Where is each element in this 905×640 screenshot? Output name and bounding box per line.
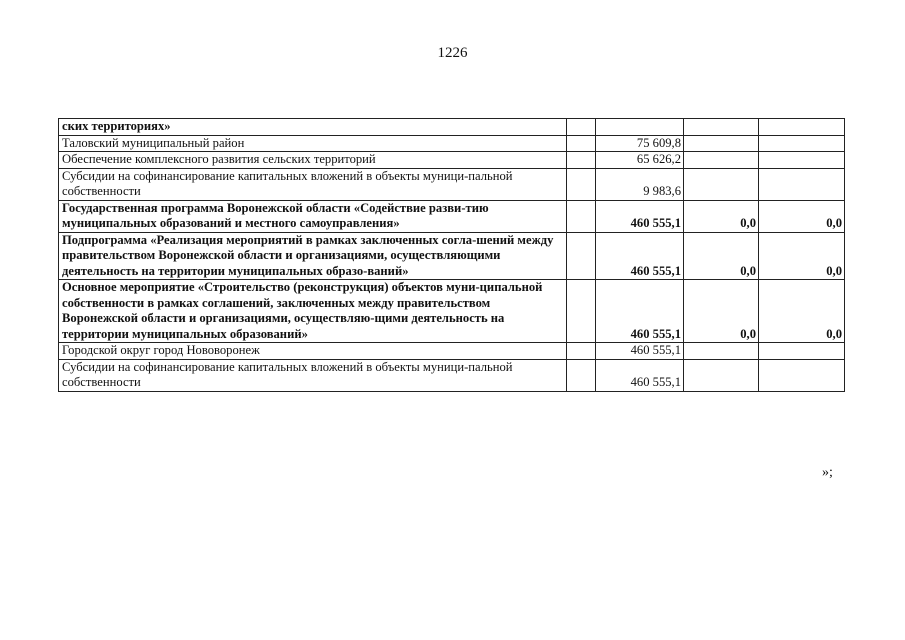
- col4-cell: 0,0: [759, 280, 845, 343]
- page-number: 1226: [437, 45, 468, 61]
- col4-cell: [759, 152, 845, 169]
- col4-cell: [759, 343, 845, 360]
- amount-cell: 460 555,1: [596, 280, 684, 343]
- amount-cell: 460 555,1: [596, 359, 684, 391]
- empty-cell: [567, 280, 596, 343]
- table-row: [59, 280, 845, 343]
- row-name: Таловский муниципальный район: [59, 135, 567, 152]
- row-name: Государственная программа Воронежской области «Содействие разви-тию муниципальных образований и местного самоуправления»: [59, 200, 567, 232]
- amount-cell: 460 555,1: [596, 343, 684, 360]
- table-row: [59, 343, 845, 360]
- col3-cell: 0,0: [684, 280, 759, 343]
- table-row: [59, 359, 845, 391]
- row-name: Подпрограмма «Реализация мероприятий в рамках заключенных согла-шений между правительством Воронежской области и организациями, осуществляющими деятельность на территории муниципальных образо-ваний»: [59, 232, 567, 280]
- empty-cell: [567, 119, 596, 136]
- col4-cell: 0,0: [759, 232, 845, 280]
- row-name: Городской округ город Нововоронеж: [59, 343, 567, 360]
- empty-cell: [567, 135, 596, 152]
- col3-cell: [684, 135, 759, 152]
- row-name: Субсидии на софинансирование капитальных вложений в объекты муници-пальной собственности: [59, 359, 567, 391]
- table-row: [59, 152, 845, 169]
- col3-cell: [684, 359, 759, 391]
- table-row: [59, 232, 845, 280]
- amount-cell: 75 609,8: [596, 135, 684, 152]
- col4-cell: [759, 168, 845, 200]
- col3-cell: [684, 152, 759, 169]
- col4-cell: 0,0: [759, 200, 845, 232]
- empty-cell: [567, 168, 596, 200]
- row-name: Основное мероприятие «Строительство (реконструкция) объектов муни-ципальной собственности в рамках соглашений, заключенных между правительством Воронежской области и организациями, осуществляю-щими деятельность на территории муниципальных образований»: [59, 280, 567, 343]
- col3-cell: 0,0: [684, 200, 759, 232]
- table-row: [59, 168, 845, 200]
- row-name: Обеспечение комплексного развития сельских территорий: [59, 152, 567, 169]
- table-row: [59, 119, 845, 136]
- empty-cell: [567, 232, 596, 280]
- col4-cell: [759, 119, 845, 136]
- col4-cell: [759, 359, 845, 391]
- amount-cell: 460 555,1: [596, 232, 684, 280]
- empty-cell: [567, 152, 596, 169]
- col3-cell: 0,0: [684, 232, 759, 280]
- row-name: ских территориях»: [59, 119, 567, 136]
- amount-cell: [596, 119, 684, 136]
- table-row: [59, 200, 845, 232]
- col4-cell: [759, 135, 845, 152]
- empty-cell: [567, 359, 596, 391]
- amount-cell: 9 983,6: [596, 168, 684, 200]
- row-name: Субсидии на софинансирование капитальных вложений в объекты муници-пальной собственности: [59, 168, 567, 200]
- empty-cell: [567, 200, 596, 232]
- amount-cell: 65 626,2: [596, 152, 684, 169]
- table-row: [59, 135, 845, 152]
- closing-quote-mark: »;: [822, 465, 833, 480]
- col3-cell: [684, 168, 759, 200]
- col3-cell: [684, 119, 759, 136]
- budget-table: [58, 118, 845, 392]
- col3-cell: [684, 343, 759, 360]
- amount-cell: 460 555,1: [596, 200, 684, 232]
- empty-cell: [567, 343, 596, 360]
